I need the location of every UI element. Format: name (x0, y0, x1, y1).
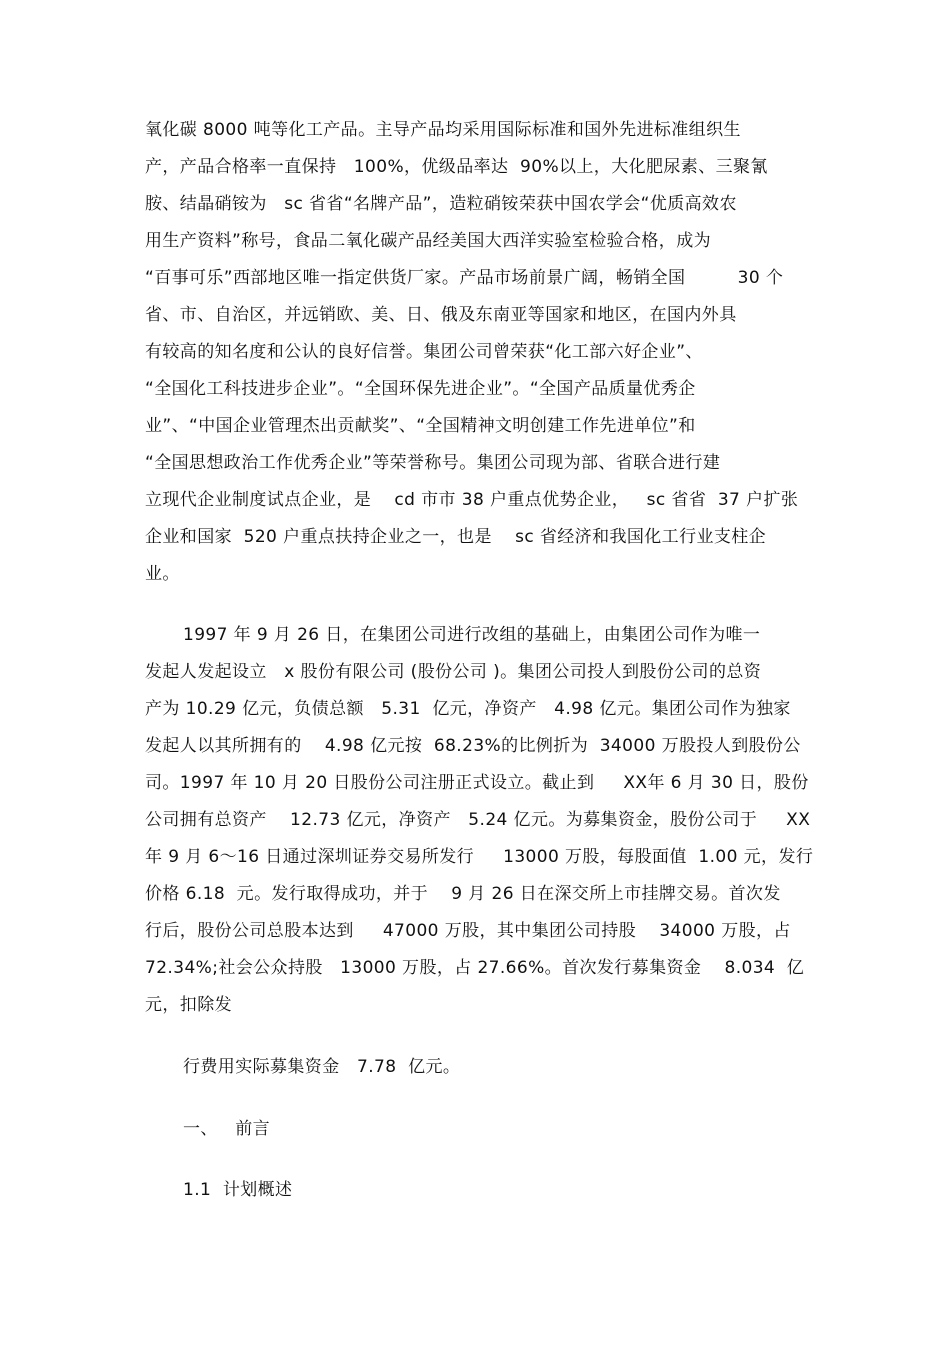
text-line: 用生产资料”称号，食品二氧化碳产品经美国大西洋实验室检验合格，成为 (145, 231, 712, 251)
text-line: 业”、“中国企业管理杰出贡献奖”、“全国精神文明创建工作先进单位”和 (145, 416, 696, 436)
text-line: “全国思想政治工作优秀企业”等荣誉称号。集团公司现为部、省联合进行建 (145, 453, 721, 473)
text-line: 氧化碳 8000 吨等化工产品。主导产品均采用国际标准和国外先进标准组织生 (145, 120, 741, 140)
text-line: 产，产品合格率一直保持 100%，优级品率达 90%以上，大化肥尿素、三聚氰 (145, 157, 768, 177)
text-line: 立现代企业制度试点企业，是 cd 市市 38 户重点优势企业， sc 省省 37 户扩张 (145, 490, 799, 510)
text-line: 胺、结晶硝铵为 sc 省省“名牌产品”，造粒硝铵荣获中国农学会“优质高效农 (145, 194, 737, 214)
text-line: 年 9 月 6～16 日通过深圳证券交易所发行 13000 万股，每股面值 1.00 元，发行 (145, 847, 814, 867)
text-line: 司。1997 年 10 月 20 日股份公司注册正式设立。截止到 XX年 6 月 30 日，股份 (145, 773, 809, 793)
text-line: 发起人以其所拥有的 4.98 亿元按 68.23%的比例折为 34000 万股投人到股份公 (145, 736, 801, 756)
text-line: 72.34%;社会公众持股 13000 万股，占 27.66%。首次发行募集资金 8.034 亿 (145, 958, 805, 978)
section-heading-preface: 一、 前言 (183, 1119, 271, 1139)
text-line: 1997 年 9 月 26 日，在集团公司进行改组的基础上，由集团公司作为唯一 (183, 625, 761, 645)
text-line: 省、市、自治区，并远销欧、美、日、俄及东南亚等国家和地区，在国内外具 (145, 305, 737, 325)
text-line: 有较高的知名度和公认的良好信誉。集团公司曾荣获“化工部六好企业”、 (145, 342, 703, 362)
text-line: “全国化工科技进步企业”。“全国环保先进企业”。“全国产品质量优秀企 (145, 379, 696, 399)
text-line: 业。 (145, 564, 180, 584)
text-line: “百事可乐”西部地区唯一指定供货厂家。产品市场前景广阔，畅销全国 30 个 (145, 268, 784, 288)
text-line: 元，扣除发 (145, 995, 232, 1015)
paragraph-fundraising: 行费用实际募集资金 7.78 亿元。 (183, 1057, 461, 1077)
section-heading-plan-overview: 1.1 计划概述 (183, 1180, 293, 1200)
text-line: 行后，股份公司总股本达到 47000 万股，其中集团公司持股 34000 万股，占 (145, 921, 791, 941)
text-line: 企业和国家 520 户重点扶持企业之一，也是 sc 省经济和我国化工行业支柱企 (145, 527, 767, 547)
text-line: 发起人发起设立 x 股份有限公司 (股份公司 )。集团公司投人到股份公司的总资 (145, 662, 762, 682)
text-line: 产为 10.29 亿元，负债总额 5.31 亿元，净资产 4.98 亿元。集团公司作为独家 (145, 699, 791, 719)
text-line: 价格 6.18 元。发行取得成功，并于 9 月 26 日在深交所上市挂牌交易。首次发 (145, 884, 781, 904)
text-line: 公司拥有总资产 12.73 亿元，净资产 5.24 亿元。为募集资金，股份公司于 XX (145, 810, 811, 830)
